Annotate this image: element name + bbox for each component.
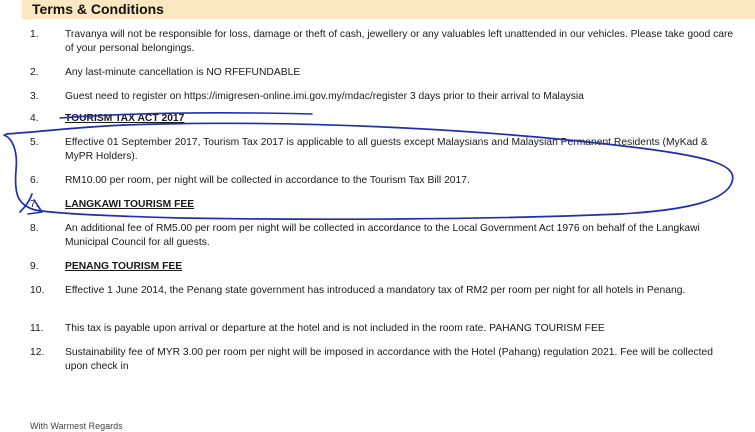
term-number: 8. [30,223,39,234]
term-text: Effective 1 June 2014, the Penang state government has introduced a mandatory tax of RM2 per room per night for all hotels in Penang. [65,285,686,296]
term-text: This tax is payable upon arrival or departure at the hotel and is not included in the room rate. PAHANG TOURISM FEE [65,323,605,334]
term-number: 11. [30,323,44,334]
term-number: 10. [30,285,45,296]
term-number: 3. [30,91,39,102]
term-text: Guest need to register on https://imigresen-online.imi.gov.my/mdac/register 3 days prior to their arrival to Malaysia [65,91,584,102]
term-text: An additional fee of RM5.00 per room per night will be collected in accordance to the Local Government Act 1976 on behalf of the Langkawi Municipal Council for all guests. [65,223,700,248]
term-number: 4. [30,113,39,124]
term-text: Sustainability fee of MYR 3.00 per room per night will be imposed in accordance with the Hotel (Pahang) regulation 2021. Fee will be collected upon check in [65,347,713,372]
term-number: 12. [30,347,45,358]
closing-text: With Warmest Regards [30,421,123,431]
term-number: 5. [30,137,39,148]
term-text: Travanya will not be responsible for loss, damage or theft of cash, jewellery or any valuables left unattended in our vehicles. Please take good care of your personal belongings. [65,29,734,54]
terms-title: Terms & Conditions [32,1,164,17]
term-text: RM10.00 per room, per night will be collected in accordance to the Tourism Tax Bill 2017. [65,175,470,186]
term-number: 7. [30,199,39,210]
term-number: 6. [30,175,39,186]
term-text: Any last-minute cancellation is NO RFEFUNDABLE [65,67,301,78]
term-heading-langkawi: LANGKAWI TOURISM FEE [65,199,195,210]
term-text: Effective 01 September 2017, Tourism Tax 2017 is applicable to all guests except Malaysians and Malaysian Permanent Residents (MyKad & MyPR Holders). [65,137,708,162]
term-heading-penang: PENANG TOURISM FEE [65,261,183,272]
term-number: 2. [30,67,39,78]
term-number: 9. [30,261,39,272]
term-heading-tourism-tax: TOURISM TAX ACT 2017 [65,113,185,124]
term-number: 1. [30,29,39,40]
